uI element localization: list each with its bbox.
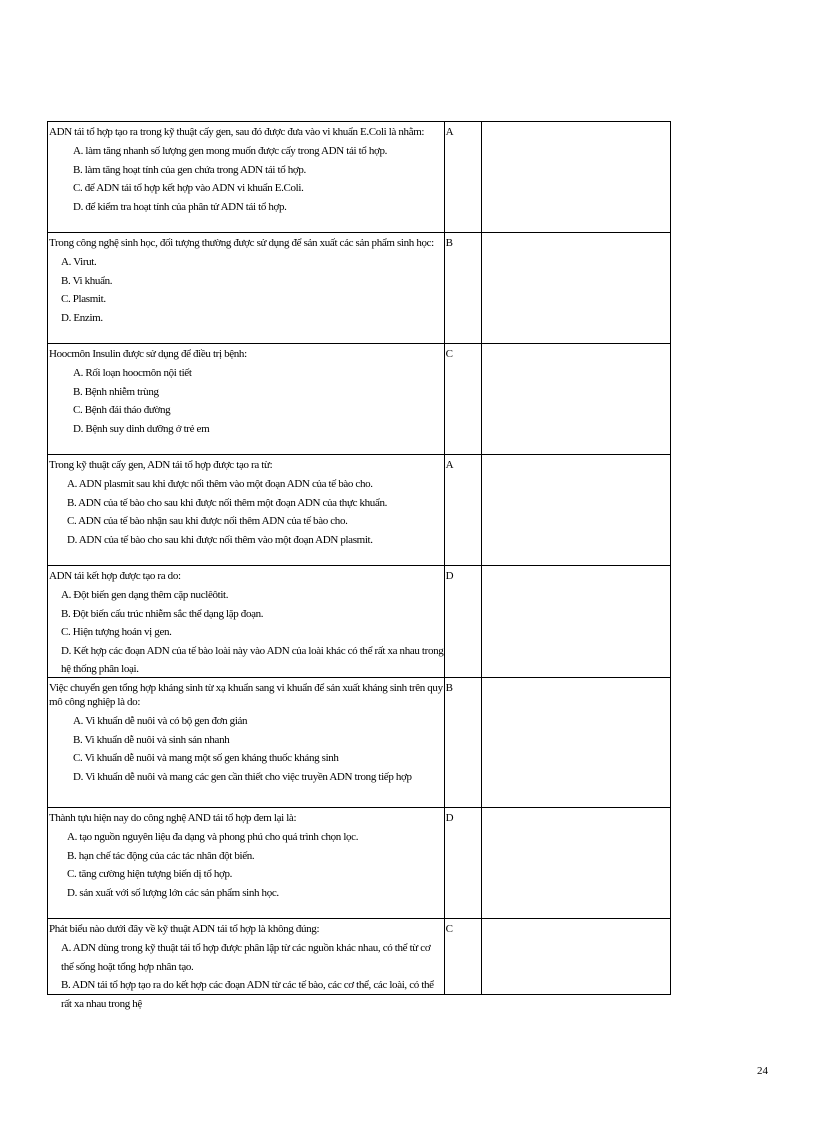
notes-cell xyxy=(481,919,670,995)
option-item: B. Vi khuẩn dễ nuôi và sinh sản nhanh xyxy=(73,733,230,746)
option-list xyxy=(49,142,444,216)
option-item: B. Vi khuẩn. xyxy=(61,274,113,287)
answer-cell xyxy=(444,808,481,919)
question-cell xyxy=(48,566,445,678)
option-item: C. để ADN tái tổ hợp kết hợp vào ADN vi khuẩn E.Coli. xyxy=(73,182,304,194)
answer-letter: D xyxy=(445,570,454,582)
option-item: A. Vi khuẩn dễ nuôi và có bộ gen đơn giản xyxy=(73,715,248,727)
question-cell xyxy=(48,233,445,344)
option-list xyxy=(49,712,444,786)
option-item: C. tăng cường hiện tượng biến dị tổ hợp. xyxy=(67,868,233,880)
option-item: B. ADN tái tổ hợp tạo ra do kết hợp các đoạn ADN từ các tế bào, các cơ thể, các loài, có thể rất xa nhau trong hệ xyxy=(61,979,434,1010)
option-list xyxy=(49,475,444,549)
question-text: Thành tựu hiện nay do công nghệ AND tái tổ hợp đem lại là: xyxy=(49,812,297,824)
answer-cell xyxy=(444,455,481,566)
option-item: B. Bệnh nhiễm trùng xyxy=(73,385,159,398)
option-list xyxy=(49,828,444,902)
option-item: D. để kiểm tra hoạt tính của phân tử ADN tái tổ hợp. xyxy=(73,200,287,213)
answer-letter: C xyxy=(445,348,453,360)
question-cell xyxy=(48,122,445,233)
option-item: A. ADN dùng trong kỹ thuật tái tổ hợp được phân lập từ các nguồn khác nhau, có thể từ cơ thể sống hoặt tổng hợp nhân tạo. xyxy=(61,942,431,973)
option-item: D. sản xuất với số lượng lớn các sản phẩm sinh học. xyxy=(67,886,279,899)
question-text: Việc chuyển gen tổng hợp kháng sinh từ xạ khuẩn sang vi khuẩn để sản xuất kháng sinh trên quy mô công nghiệp là do: xyxy=(49,682,443,708)
answer-cell xyxy=(444,678,481,808)
option-item: B. hạn chế tác động của các tác nhân đột biến. xyxy=(67,849,255,862)
option-item: D. Bệnh suy dinh dưỡng ở trẻ em xyxy=(73,422,210,435)
question-table-body xyxy=(48,122,671,1010)
option-item: D. Enzim. xyxy=(61,311,103,324)
option-item: A. ADN plasmit sau khi được nối thêm vào một đoạn ADN của tế bào cho. xyxy=(67,478,373,490)
answer-letter: C xyxy=(445,923,453,935)
option-item: A. làm tăng nhanh số lượng gen mong muốn được cấy trong ADN tái tổ hợp. xyxy=(73,145,388,157)
option-item: B. làm tăng hoạt tính của gen chứa trong ADN tái tổ hợp. xyxy=(73,163,306,176)
option-item: C. Bệnh đái tháo đường xyxy=(73,404,171,416)
notes-cell xyxy=(481,678,670,808)
notes-cell xyxy=(481,344,670,455)
option-item: C. Hiện tượng hoán vị gen. xyxy=(61,626,172,638)
option-list xyxy=(49,939,444,1013)
notes-cell xyxy=(481,122,670,233)
question-text: Trong công nghệ sinh học, đối tượng thường được sử dụng để sản xuất các sản phẩm sinh học: xyxy=(49,237,434,249)
answer-letter: A xyxy=(445,126,454,138)
option-item: D. ADN của tế bào cho sau khi được nối thêm vào một đoạn ADN plasmit. xyxy=(67,533,373,546)
question-row xyxy=(48,344,671,455)
question-row xyxy=(48,678,671,808)
question-text: Phát biểu nào dưới đây về kỹ thuật ADN tái tổ hợp là không đúng: xyxy=(49,923,320,935)
notes-cell xyxy=(481,233,670,344)
option-list xyxy=(49,253,444,327)
answer-letter: B xyxy=(445,682,453,694)
question-text: Trong kỹ thuật cấy gen, ADN tái tổ hợp được tạo ra từ: xyxy=(49,459,273,471)
answer-cell xyxy=(444,566,481,678)
notes-cell xyxy=(481,808,670,919)
question-cell xyxy=(48,344,445,455)
answer-letter: D xyxy=(445,812,454,824)
question-text: ADN tái tổ hợp tạo ra trong kỹ thuật cấy gen, sau đó được đưa vào vi khuẩn E.Coli là nhằm: xyxy=(49,126,425,138)
option-item: D. Vi khuẩn dễ nuôi và mang các gen cần thiết cho việc truyền ADN trong tiếp hợp xyxy=(73,770,412,783)
option-item: A. tạo nguồn nguyên liệu đa dạng và phong phú cho quá trình chọn lọc. xyxy=(67,831,359,843)
answer-letter: A xyxy=(445,459,454,471)
option-item: B. Đột biến cấu trúc nhiễm sắc thể dạng lặp đoạn. xyxy=(61,607,264,620)
question-row xyxy=(48,122,671,233)
question-cell xyxy=(48,808,445,919)
option-item: A. Virut. xyxy=(61,256,97,268)
option-item: C. Plasmit. xyxy=(61,293,106,305)
question-row xyxy=(48,808,671,919)
question-cell xyxy=(48,678,445,808)
option-list xyxy=(49,364,444,438)
answer-cell xyxy=(444,919,481,995)
notes-cell xyxy=(481,455,670,566)
question-cell xyxy=(48,455,445,566)
option-item: B. ADN của tế bào cho sau khi được nối thêm một đoạn ADN của thực khuẩn. xyxy=(67,496,388,509)
option-item: A. Đột biến gen dạng thêm cặp nuclêôtit. xyxy=(61,589,229,601)
question-row xyxy=(48,919,671,995)
page-number: 24 xyxy=(757,1065,768,1077)
answer-cell xyxy=(444,122,481,233)
option-list xyxy=(49,586,444,679)
notes-cell xyxy=(481,566,670,678)
question-cell xyxy=(48,919,445,1010)
question-row xyxy=(48,566,671,678)
question-text: Hoocmôn Insulin được sử dụng để điều trị bệnh: xyxy=(49,348,247,360)
question-row xyxy=(48,233,671,344)
option-item: A. Rối loạn hoocmôn nội tiết xyxy=(73,367,192,379)
question-row xyxy=(48,455,671,566)
option-item: C. Vi khuẩn dễ nuôi và mang một số gen kháng thuốc kháng sinh xyxy=(73,752,339,764)
question-table xyxy=(47,121,671,1010)
answer-cell xyxy=(444,233,481,344)
option-item: D. Kết hợp các đoạn ADN của tế bào loài này vào ADN của loài khác có thể rất xa nhau trong hệ thống phân loại. xyxy=(61,644,444,675)
option-item: C. ADN của tế bào nhận sau khi được nối thêm ADN của tế bào cho. xyxy=(67,515,348,527)
question-text: ADN tái kết hợp được tạo ra do: xyxy=(49,570,181,582)
answer-cell xyxy=(444,344,481,455)
answer-letter: B xyxy=(445,237,453,249)
